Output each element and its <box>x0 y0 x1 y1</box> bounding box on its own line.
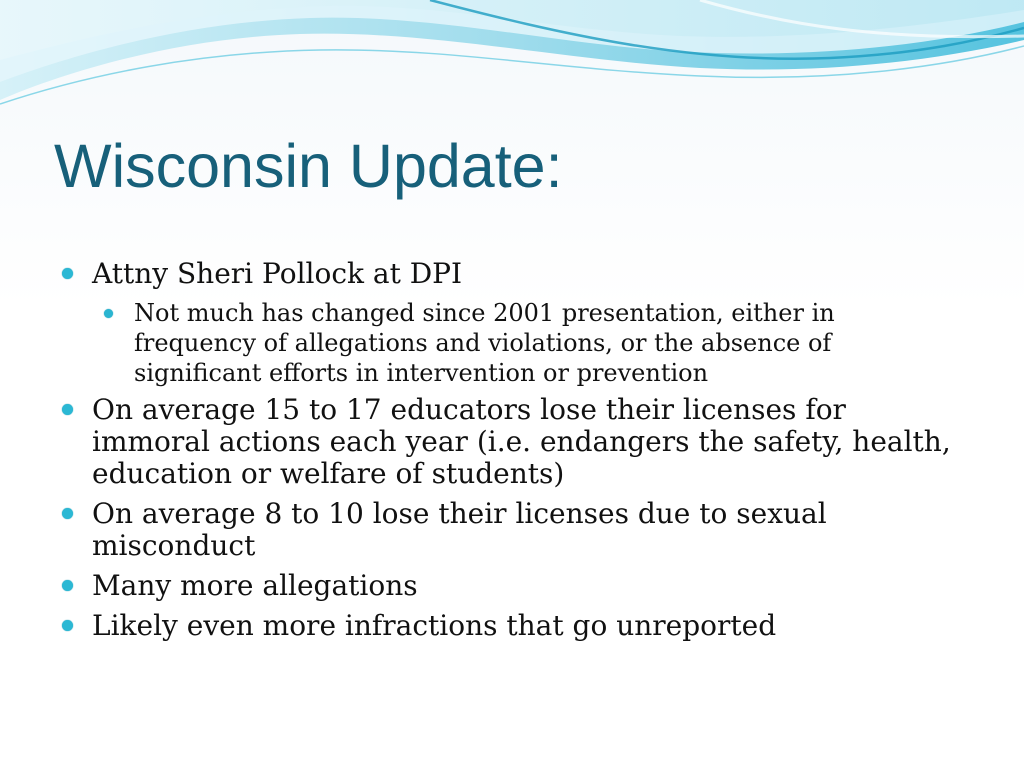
bullet-icon <box>104 309 113 318</box>
bullet-text: Many more allegations <box>92 569 418 602</box>
bullet-text: Likely even more infractions that go unreported <box>92 609 777 642</box>
slide-title: Wisconsin Update: <box>54 132 563 200</box>
bullet-item <box>62 610 962 642</box>
bullet-text: Attny Sheri Pollock at DPI <box>92 257 463 290</box>
wave-header-decoration <box>0 0 1024 120</box>
bullet-item <box>62 258 962 290</box>
bullet-icon <box>62 620 73 631</box>
bullet-item <box>62 498 962 562</box>
bullet-list <box>62 258 962 650</box>
bullet-item <box>62 394 962 490</box>
bullet-icon <box>62 268 73 279</box>
sub-bullet-item <box>104 298 962 388</box>
sub-bullet-text: Not much has changed since 2001 presentation, either in frequency of allegations and violations, or the absence of significant efforts in intervention or prevention <box>134 299 835 387</box>
bullet-icon <box>62 404 73 415</box>
bullet-text: On average 8 to 10 lose their licenses due to sexual misconduct <box>92 497 827 562</box>
bullet-item <box>62 570 962 602</box>
bullet-text: On average 15 to 17 educators lose their licenses for immoral actions each year (i.e. endangers the safety, health, education or welfare of students) <box>92 393 951 490</box>
bullet-icon <box>62 580 73 591</box>
bullet-icon <box>62 508 73 519</box>
